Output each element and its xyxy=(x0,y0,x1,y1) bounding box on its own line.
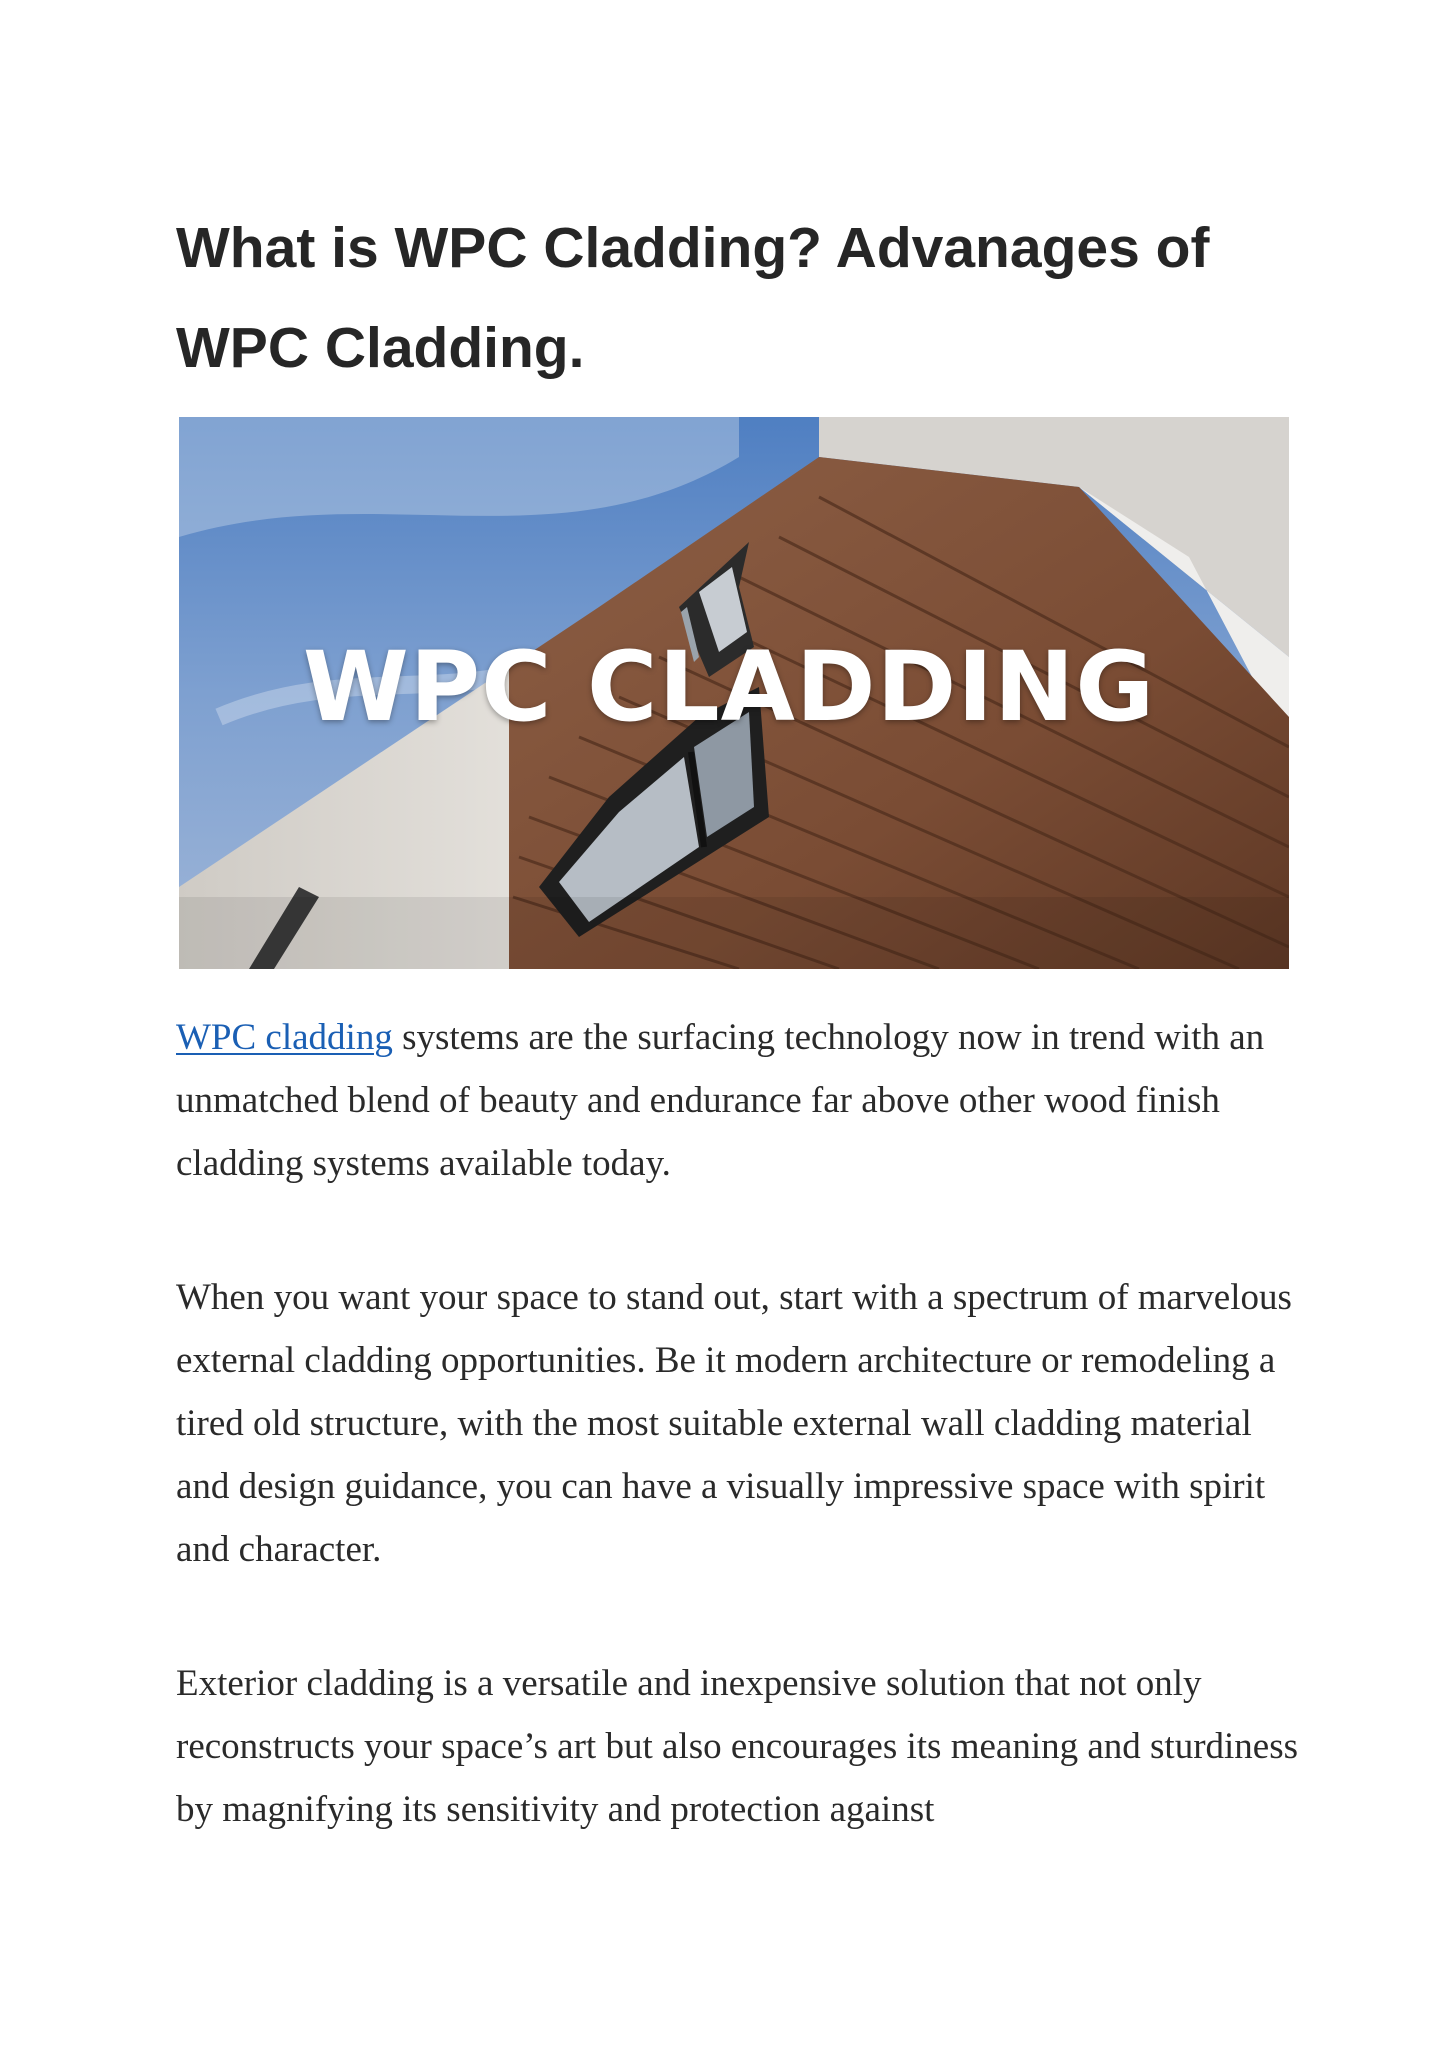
article-title: What is WPC Cladding? Advanages of WPC Cladding. xyxy=(176,216,1210,380)
paragraph-3: Exterior cladding is a versatile and inexpensive solution that not only reconstructs your space’s art but also encourages its meaning and sturdiness by magnifying its sensitivity and protection against xyxy=(176,1663,1299,1830)
paragraph-2: When you want your space to stand out, start with a spectrum of marvelous external cladding opportunities. Be it modern architecture or remodeling a tired old structure, with the most suitable external wall cladding material and design guidance, you can have a visually impressive space with spirit and character. xyxy=(176,1277,1292,1570)
wpc-cladding-link[interactable]: WPC cladding xyxy=(176,1017,393,1058)
paragraph-1-text: systems are the surfacing technology now in trend with an unmatched blend of beauty and endurance far above other wood finish cladding systems available today. xyxy=(176,1017,1265,1184)
hero-image xyxy=(179,417,1289,969)
paragraph-1 xyxy=(176,1006,1306,1195)
hero-overlay-text: WPC CLADDING xyxy=(302,631,1156,743)
